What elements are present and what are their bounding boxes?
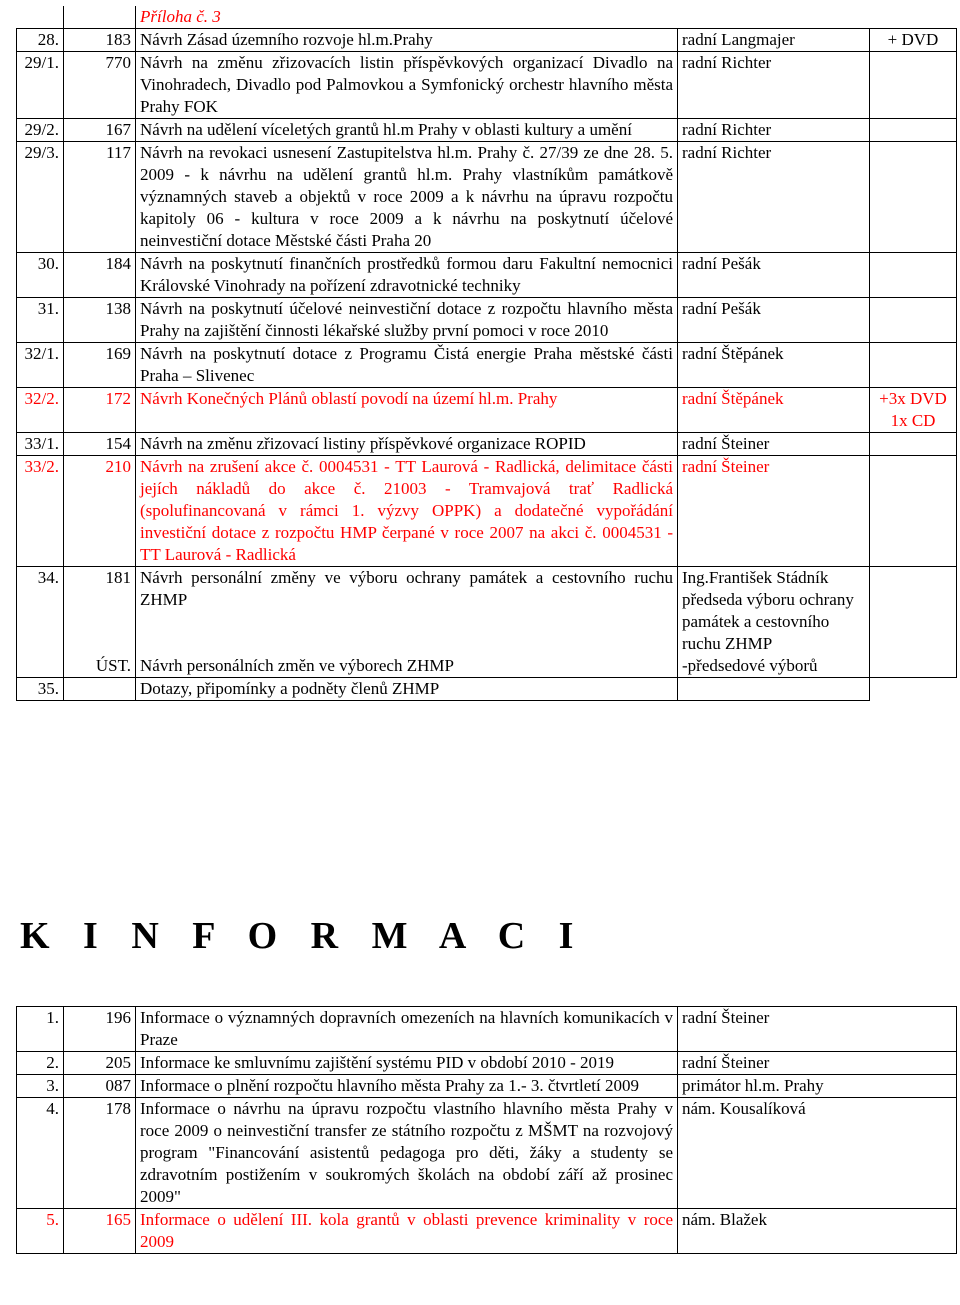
table-row <box>17 1098 957 1209</box>
print-number: 178 <box>64 1098 136 1209</box>
attachment-note <box>870 52 957 119</box>
attachment-note-dvd: +3x DVD <box>879 389 947 408</box>
table-row <box>17 52 957 119</box>
item-number: 3. <box>17 1075 64 1098</box>
attachment-note: + DVD <box>870 29 957 52</box>
item-title: Návrh na poskytnutí dotace z Programu Čistá energie Praha městské části Praha – Slivenec <box>136 343 678 388</box>
item-title: Návrh na zrušení akce č. 0004531 - TT Laurová - Radlická, delimitace části jejích nákladů do akce č. 21003 - Tramvajová trať Radlická (spolufinancovaná v rámci 1. výzvy OPPK) a dodatečné vypořádání investiční dotace z rozpočtu HMP čerpané v roce 2007 na akci č. 0004531 - TT Laurová - Radlická <box>136 456 678 567</box>
print-number: 210 <box>64 456 136 567</box>
presenter: primátor hl.m. Prahy <box>678 1075 957 1098</box>
presenter: radní Štěpánek <box>678 343 870 388</box>
item-title-sub: Návrh personálních změn ve výborech ZHMP <box>140 656 454 675</box>
print-number: 138 <box>64 298 136 343</box>
table-row <box>17 1075 957 1098</box>
table-row <box>17 1007 957 1052</box>
item-title: Návrh Konečných Plánů oblastí povodí na území hl.m. Prahy <box>136 388 678 433</box>
item-number: 29/2. <box>17 119 64 142</box>
presenter: radní Richter <box>678 142 870 253</box>
presenter: radní Richter <box>678 119 870 142</box>
item-title: Návrh na poskytnutí účelové neinvestiční dotace z rozpočtu hlavního města Prahy na zajištění činnosti lékařské služby první pomoci v roce 2010 <box>136 298 678 343</box>
item-number: 4. <box>17 1098 64 1209</box>
item-number: 32/1. <box>17 343 64 388</box>
presenter-sub: -předsedové výborů <box>682 656 818 675</box>
item-number: 33/1. <box>17 433 64 456</box>
item-title: Návrh na změnu zřizovacích listin příspěvkových organizací Divadlo na Vinohradech, Divadlo pod Palmovkou a Symfonický orchestr hlavního města Prahy FOK <box>136 52 678 119</box>
table-row <box>17 678 957 701</box>
print-number: 172 <box>64 388 136 433</box>
table-row <box>17 567 957 678</box>
table-row <box>17 456 957 567</box>
item-number: 30. <box>17 253 64 298</box>
item-title: Dotazy, připomínky a podněty členů ZHMP <box>136 678 678 701</box>
section-heading: K I N F O R M A C I <box>20 915 581 957</box>
item-number: 35. <box>17 678 64 701</box>
table-row <box>17 29 957 52</box>
presenter <box>678 678 870 701</box>
item-number: 5. <box>17 1209 64 1254</box>
print-number: 205 <box>64 1052 136 1075</box>
attachment-note <box>870 298 957 343</box>
attachment-note <box>870 678 957 701</box>
print-number: 165 <box>64 1209 136 1254</box>
print-number: 770 <box>64 52 136 119</box>
presenter-main: Ing.František Stádník předseda výboru ochrany památek a cestovního ruchu ZHMP <box>682 568 854 653</box>
print-number-main: 181 <box>105 568 131 587</box>
item-title: Návrh Zásad územního rozvoje hl.m.Prahy <box>136 29 678 52</box>
table-row <box>17 1209 957 1254</box>
presenter: nám. Blažek <box>678 1209 957 1254</box>
attachment-note <box>870 343 957 388</box>
attachment-note <box>870 388 957 433</box>
attachment-note <box>870 433 957 456</box>
item-title: Návrh na revokaci usnesení Zastupitelstva hl.m. Prahy č. 27/39 ze dne 28. 5. 2009 - k návrhu na udělení grantů hl.m. Prahy vlastníkům památkově významných staveb a objektů v roce 2009 a k návrhu na úpravu rozpočtu kapitoly 06 - kultura v roce 2009 a k návrhu na poskytnutí účelové neinvestiční dotace Městské části Praha 20 <box>136 142 678 253</box>
print-number <box>64 567 136 678</box>
presenter: radní Pešák <box>678 253 870 298</box>
attachment-note-cd: 1x CD <box>890 411 936 430</box>
item-title <box>136 567 678 678</box>
table-row <box>17 142 957 253</box>
table-row <box>17 388 957 433</box>
presenter: radní Šteiner <box>678 1007 957 1052</box>
presenter: radní Šteiner <box>678 1052 957 1075</box>
presenter: radní Richter <box>678 52 870 119</box>
item-title: Informace o návrhu na úpravu rozpočtu vlastního hlavního města Prahy v roce 2009 o neinvestiční transfer ze státního rozpočtu z MŠMT na rozvojový program "Financování asistentů pedagoga pro děti, žáky a studenty se zdravotním postižením v soukromých školách na období září až prosinec 2009" <box>136 1098 678 1209</box>
presenter: radní Pešák <box>678 298 870 343</box>
item-title: Informace o významných dopravních omezeních na hlavních komunikacích v Praze <box>136 1007 678 1052</box>
table-row <box>17 433 957 456</box>
print-number: 169 <box>64 343 136 388</box>
print-number: 196 <box>64 1007 136 1052</box>
presenter: radní Langmajer <box>678 29 870 52</box>
table-row <box>17 253 957 298</box>
attachment-note <box>870 567 957 678</box>
item-number: 29/1. <box>17 52 64 119</box>
presenter: radní Šteiner <box>678 433 870 456</box>
print-number <box>64 678 136 701</box>
table-row <box>17 1052 957 1075</box>
table-row <box>17 343 957 388</box>
print-number: 183 <box>64 29 136 52</box>
item-number: 29/3. <box>17 142 64 253</box>
attachment-note <box>870 456 957 567</box>
item-title: Návrh na změnu zřizovací listiny příspěvkové organizace ROPID <box>136 433 678 456</box>
agenda-table <box>16 6 957 701</box>
item-number: 2. <box>17 1052 64 1075</box>
table-row <box>17 119 957 142</box>
info-table <box>16 1006 957 1254</box>
item-title-main: Návrh personální změny ve výboru ochrany památek a cestovního ruchu ZHMP <box>140 568 673 609</box>
attachment-label: Příloha č. 3 <box>140 7 221 26</box>
item-number: 34. <box>17 567 64 678</box>
print-number: 087 <box>64 1075 136 1098</box>
print-number: 167 <box>64 119 136 142</box>
table-row <box>17 6 957 29</box>
print-number: 184 <box>64 253 136 298</box>
item-number: 32/2. <box>17 388 64 433</box>
attachment-note <box>870 253 957 298</box>
print-number-ust: ÚST. <box>95 656 131 675</box>
presenter: radní Štěpánek <box>678 388 870 433</box>
item-title: Informace ke smluvnímu zajištění systému PID v období 2010 - 2019 <box>136 1052 678 1075</box>
attachment-note <box>870 119 957 142</box>
item-title: Návrh na poskytnutí finančních prostředků formou daru Fakultní nemocnici Královské Vinohrady na pořízení zdravotnické techniky <box>136 253 678 298</box>
item-number: 31. <box>17 298 64 343</box>
print-number: 154 <box>64 433 136 456</box>
item-number: 28. <box>17 29 64 52</box>
item-title: Informace o udělení III. kola grantů v oblasti prevence kriminality v roce 2009 <box>136 1209 678 1254</box>
presenter: radní Šteiner <box>678 456 870 567</box>
presenter: nám. Kousalíková <box>678 1098 957 1209</box>
item-number: 33/2. <box>17 456 64 567</box>
item-title: Návrh na udělení víceletých grantů hl.m Prahy v oblasti kultury a umění <box>136 119 678 142</box>
item-number: 1. <box>17 1007 64 1052</box>
item-title: Informace o plnění rozpočtu hlavního města Prahy za 1.- 3. čtvrtletí 2009 <box>136 1075 678 1098</box>
print-number: 117 <box>64 142 136 253</box>
table-row <box>17 298 957 343</box>
presenter <box>678 567 870 678</box>
attachment-note <box>870 142 957 253</box>
